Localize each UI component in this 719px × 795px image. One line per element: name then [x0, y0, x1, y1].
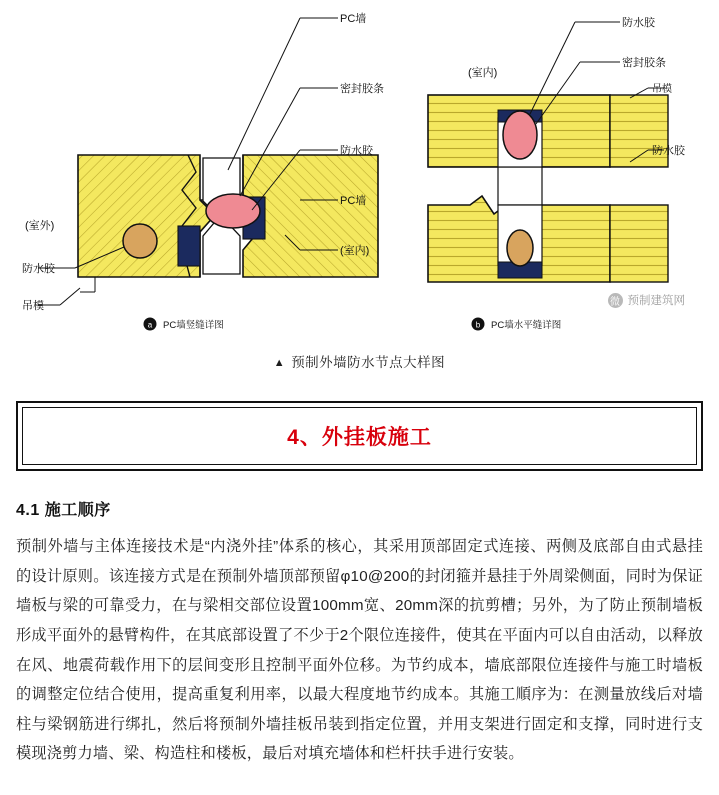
label-waterproof-glue-right: 防水胶 [652, 145, 685, 157]
subcaption-left: PC墙竖缝详图 [163, 320, 224, 331]
watermark-badge-icon: 微 [608, 293, 623, 308]
label-pc-wall-top: PC墙 [340, 13, 367, 25]
section-banner-inner [22, 407, 697, 465]
label-pc-wall-right: PC墙 [340, 195, 367, 207]
subcaption-badge-b: b [475, 320, 481, 330]
label-waterproof-glue: 防水胶 [340, 145, 373, 157]
subcaption-right: PC墙水平缝详图 [491, 320, 562, 331]
label-formwork-left: 吊模 [22, 300, 44, 312]
section-paragraph: 预制外墙与主体连接技术是“内浇外挂”体系的核心，其采用顶部固定式连接、两侧及底部自由式悬挂的设计原则。该连接方式是在预制外墙顶部预留φ10@200的封闭箍并悬挂于外周梁侧面，同时为保证墙板与梁的可靠受力，在与梁相交部位设置100mm宽、20mm深的抗剪槽；另外，为了防止预制墙板形成平面外的悬臂构件，在其底部设置了不少于2个限位连接件，使其在平面内可以自由活动，以释放在风、地震荷载作用下的层间变形且控制平面外位移。为节约成本，墙底部限位连接件与施工时墙板的调整定位结合使用，提高重复利用率，以最大程度地节约成本。其施工順序为：在测量放线后对墙柱与梁钢筋进行绑扎，然后将预制外墙挂板吊装到指定位置，并用支架进行固定和支撑，同时进行支模现浇剪力墙、梁、构造柱和楼板，最后对填充墙体和栏杆扶手进行安装。 [16, 538, 703, 763]
label-waterproof-glue-top-right: 防水胶 [622, 17, 655, 29]
section-banner [16, 401, 703, 471]
section-subheading: 4.1 施工顺序 [16, 502, 111, 519]
figure-caption-text: 预制外墙防水节点大样图 [291, 355, 446, 370]
figure-detail-drawing [0, 0, 719, 345]
label-formwork-right: 吊模 [652, 84, 672, 95]
label-outdoor: (室外) [25, 220, 55, 232]
label-sealant-strip: 密封胶条 [340, 83, 384, 95]
label-sealant-strip-right: 密封胶条 [622, 57, 666, 69]
triangle-marker-icon: ▲ [273, 357, 286, 369]
figure-caption [0, 351, 719, 371]
subcaption-badge-a: a [147, 320, 153, 330]
label-indoor: (室内) [340, 245, 370, 257]
watermark-text: 预制建筑网 [627, 295, 685, 307]
section-banner-title: 4、外挂板施工 [287, 426, 432, 449]
label-waterproof-left: 防水胶 [22, 263, 55, 275]
section-content [16, 497, 703, 769]
label-indoor-right: (室内) [468, 67, 498, 79]
watermark [608, 292, 686, 308]
